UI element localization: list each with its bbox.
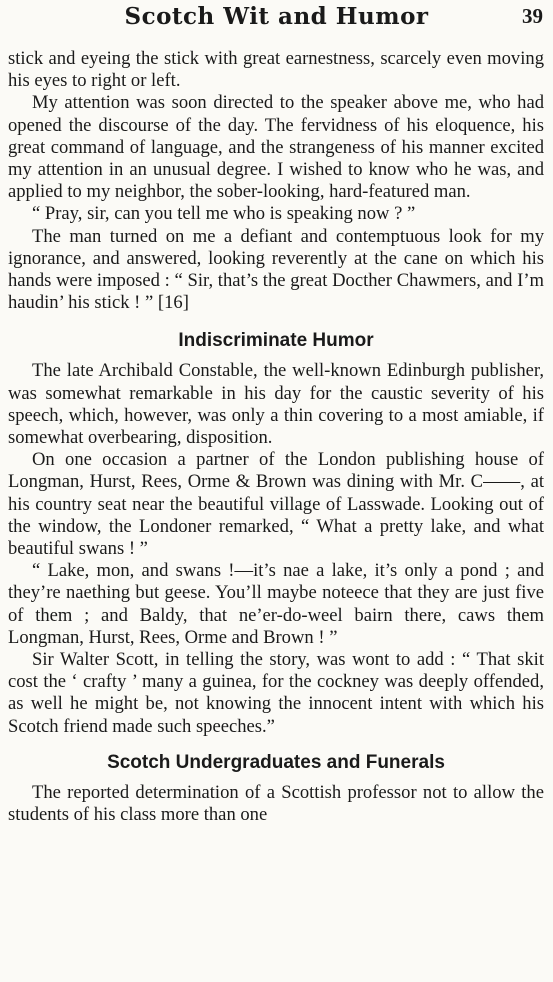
paragraph: My attention was soon directed to the speaker above me, who had opened the discourse of the day. The fervidness of his eloquence, his great command of language, and the strangeness of his manner excited my attention in an unusual degree. I wished to know who he was, and applied to my neighbor, the sober-looking, hard-featured man. bbox=[8, 92, 544, 203]
section-heading: Scotch Undergraduates and Funerals bbox=[107, 751, 445, 773]
page-number: 39 bbox=[522, 4, 543, 28]
paragraph: Sir Walter Scott, in telling the story, was wont to add : “ That skit cost the ‘ crafty ’ many a guinea, for the cockney was deeply offended, as well he might be, not knowing the innocent intent with which his Scotch friend made such speeches.” bbox=[8, 649, 544, 737]
paragraph: On one occasion a partner of the London publishing house of Longman, Hurst, Rees, Orme & Brown was dining with Mr. C——, at his country seat near the beautiful village of Lasswade. Looking out of the window, the Londoner remarked, “ What a pretty lake, and what beautiful swans ! ” bbox=[8, 449, 544, 560]
paragraph: The man turned on me a defiant and contemptuous look for my ignorance, and answered, looking reverently at the cane on which his hands were imposed : “ Sir, that’s the great Docther Chawmers, and I’m haudin’ his stick ! ” [16] bbox=[8, 225, 544, 314]
paragraph: The reported determination of a Scottish professor not to allow the students of his class more than one bbox=[8, 781, 544, 826]
paragraph: “ Lake, mon, and swans !—it’s nae a lake, it’s only a pond ; and they’re naething but geese. You’ll maybe noteece that they are just five of them ; and Baldy, that ne’er-do-weel bairn there, caws them Longman, Hurst, Rees, Orme and Brown ! ” bbox=[8, 560, 544, 648]
body-text bbox=[8, 48, 544, 826]
section-heading: Indiscriminate Humor bbox=[178, 330, 374, 352]
paragraph-continued: stick and eyeing the stick with great earnestness, scarcely even moving his eyes to right or left. bbox=[8, 48, 544, 92]
running-title: Scotch Wit and Humor bbox=[124, 3, 429, 30]
running-header bbox=[0, 3, 553, 33]
paragraph: “ Pray, sir, can you tell me who is speaking now ? ” bbox=[32, 203, 416, 225]
paragraph: The late Archibald Constable, the well-known Edinburgh publisher, was somewhat remarkable in his day for the caustic severity of his speech, which, however, was only a thin covering to a most amiable, if somewhat overbearing, disposition. bbox=[8, 360, 544, 449]
